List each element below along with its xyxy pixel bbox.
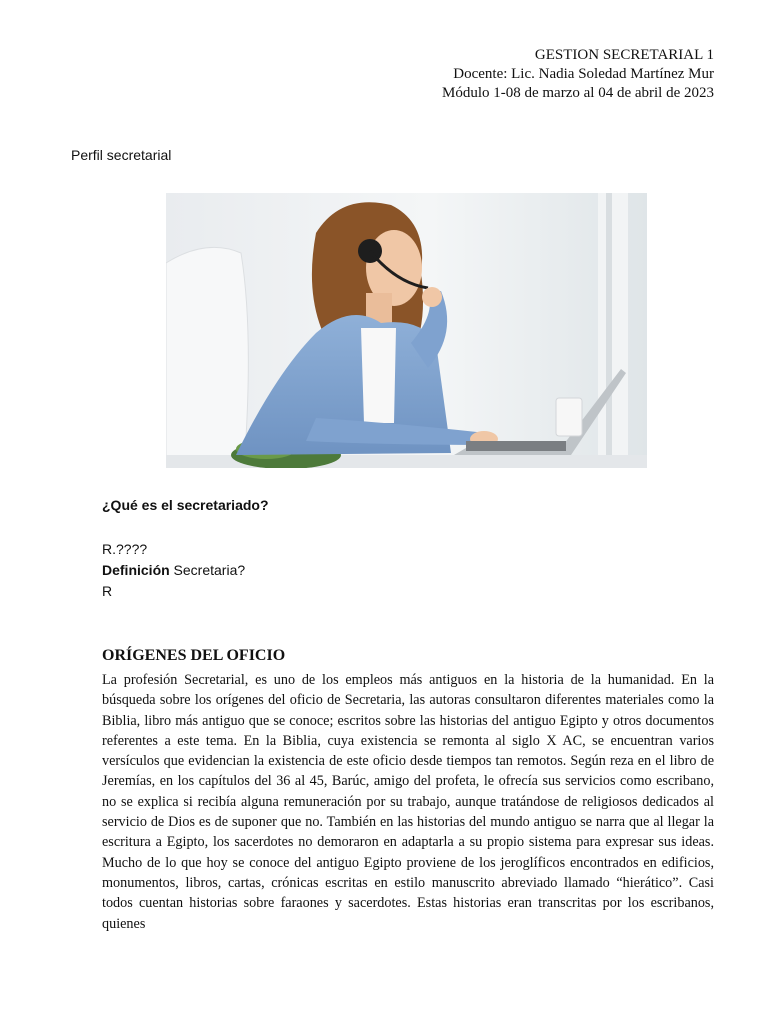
- origins-body: [102, 670, 714, 934]
- teacher-line: Docente: Lic. Nadia Soledad Martínez Mur: [453, 66, 714, 82]
- secretary-photo: [166, 193, 647, 468]
- answers-block: [102, 539, 245, 602]
- definition-text: Secretaria?: [169, 562, 246, 578]
- definition-line: [102, 560, 245, 581]
- document-header: [442, 46, 714, 103]
- origins-paragraph: La profesión Secretarial, es uno de los empleos más antiguos en la historia de la humanidad. En la búsqueda sobre los orígenes del oficio de Secretaria, las autoras consultaron diferentes materiales como la Biblia, libro más antiguo que se conoce; escritos sobre las historias del antiguo Egipto y otros documentos referentes a este tema. En la Biblia, cuya existencia se remonta al siglo X AC, se encuentran varios versículos que evidencian la existencia de este oficio desde tiempos tan remotos. Según reza en el libro de Jeremías, en los capítulos del 36 al 45, Barúc, amigo del profeta, le ofrecía sus servicios como escribano, no se explica si recibía alguna remuneración por su trabajo, aunque tratándose de religiosos dedicados al servicio de Dios es de suponer que no. También en las historias del mundo antiguo se narra que al llegar la escritura a Egipto, los sacerdotes no demoraron en adaptarla a su propio sistema para expresar sus ideas. Mucho de lo que hoy se conoce del antiguo Egipto proviene de los jeroglíficos encontrados en edificios, monumentos, libros, cartas, crónicas escritas en estilo manuscrito abreviado llamado “hierático”. Casi todos cuentan historias sobre faraones y sacerdotes. Estas historias eran transcritas por los escribanos, quienes: [102, 672, 714, 932]
- origins-heading: ORÍGENES DEL OFICIO: [102, 647, 286, 664]
- answer-line: R.????: [102, 541, 148, 557]
- definition-label: Definición: [102, 562, 170, 578]
- section-label: Perfil secretarial: [71, 147, 172, 163]
- answer-line-2: R: [102, 583, 113, 599]
- question-heading: ¿Qué es el secretariado?: [102, 497, 269, 513]
- module-dates: Módulo 1-08 de marzo al 04 de abril de 2023: [441, 85, 714, 101]
- course-title: GESTION SECRETARIAL 1: [534, 47, 714, 63]
